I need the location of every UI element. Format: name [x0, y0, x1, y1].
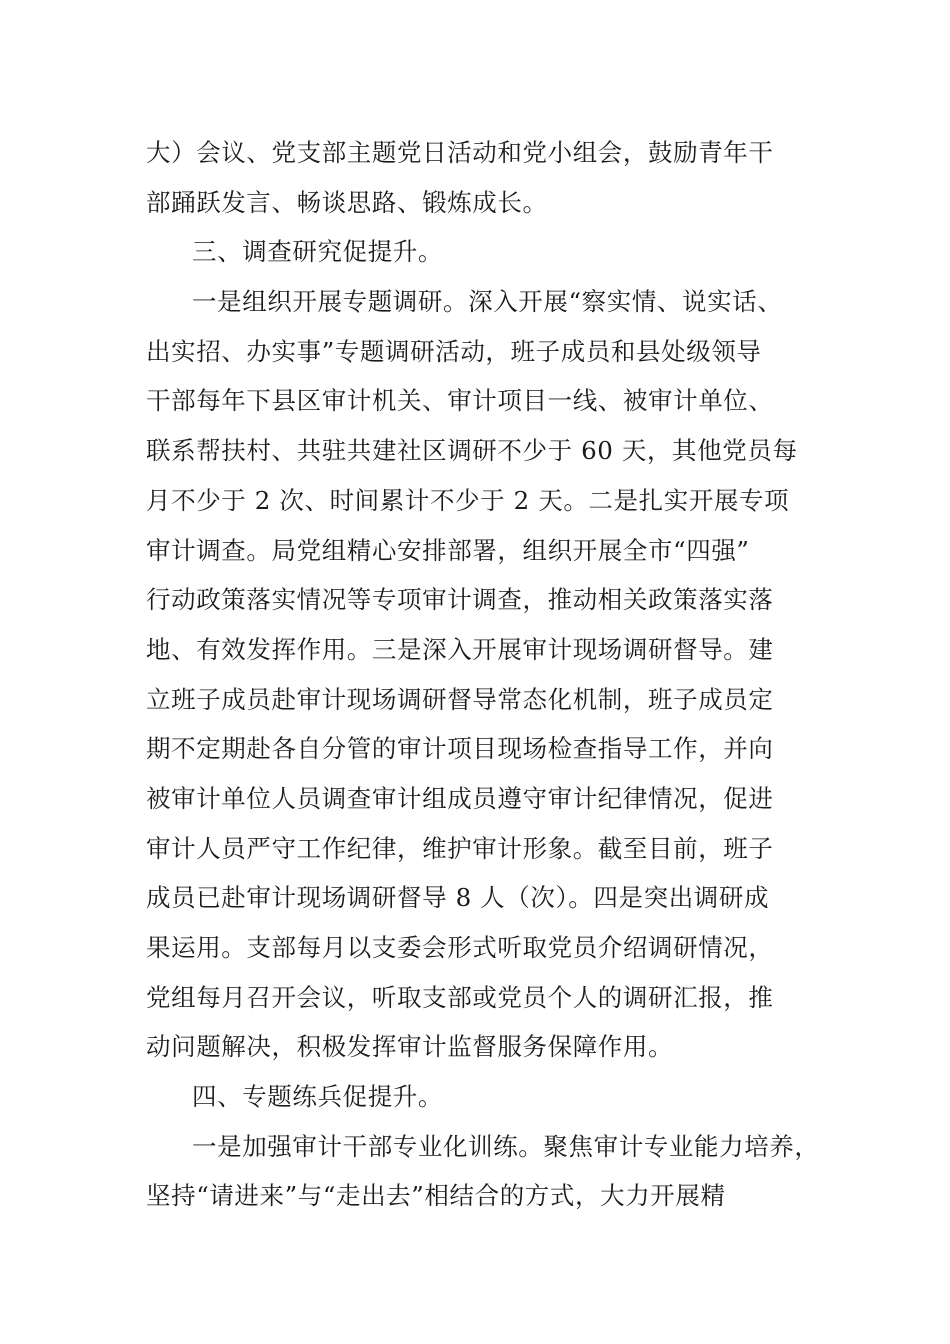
text-line: 动问题解决，积极发挥审计监督服务保障作用。	[146, 1032, 674, 1062]
text-line: 审计人员严守工作纪律，维护审计形象。截至目前，班子	[146, 833, 774, 863]
body-text	[146, 128, 826, 1221]
text-line: 行动政策落实情况等专项审计调查，推动相关政策落实落	[146, 585, 774, 615]
text-line: 坚持“请进来”与“走出去”相结合的方式，大力开展精	[146, 1181, 726, 1211]
text-line: 审计调查。局党组精心安排部署，组织开展全市“四强”	[146, 535, 750, 565]
section-heading: 三、调查研究促提升。	[192, 237, 443, 267]
paragraph-first-line: 一是组织开展专题调研。深入开展“察实情、说实话、	[192, 287, 783, 317]
text-line: 被审计单位人员调查审计组成员遵守审计纪律情况，促进	[146, 783, 774, 813]
text-line: 联系帮扶村、共驻共建社区调研不少于 60 天，其他党员每	[146, 436, 798, 466]
text-line: 成员已赴审计现场调研督导 8 人（次）。四是突出调研成	[146, 883, 770, 913]
section-heading: 四、专题练兵促提升。	[192, 1082, 443, 1112]
text-line: 立班子成员赴审计现场调研督导常态化机制，班子成员定	[146, 684, 774, 714]
text-line: 月不少于 2 次、时间累计不少于 2 天。二是扎实开展专项	[146, 485, 790, 515]
paragraph-first-line: 一是加强审计干部专业化训练。聚焦审计专业能力培养，	[192, 1131, 820, 1161]
text-line: 干部每年下县区审计机关、审计项目一线、被审计单位、	[146, 386, 774, 416]
text-line: 出实招、办实事”专题调研活动，班子成员和县处级领导	[146, 336, 762, 366]
text-line: 大）会议、党支部主题党日活动和党小组会，鼓励青年干	[146, 138, 774, 167]
text-line: 党组每月召开会议，听取支部或党员个人的调研汇报，推	[146, 982, 774, 1012]
text-line: 地、有效发挥作用。三是深入开展审计现场调研督导。建	[146, 634, 774, 664]
text-line: 部踊跃发言、畅谈思路、锻炼成长。	[146, 187, 548, 217]
text-line: 期不定期赴各自分管的审计项目现场检查指导工作，并向	[146, 734, 774, 764]
text-line: 果运用。支部每月以支委会形式听取党员介绍调研情况，	[146, 933, 774, 962]
